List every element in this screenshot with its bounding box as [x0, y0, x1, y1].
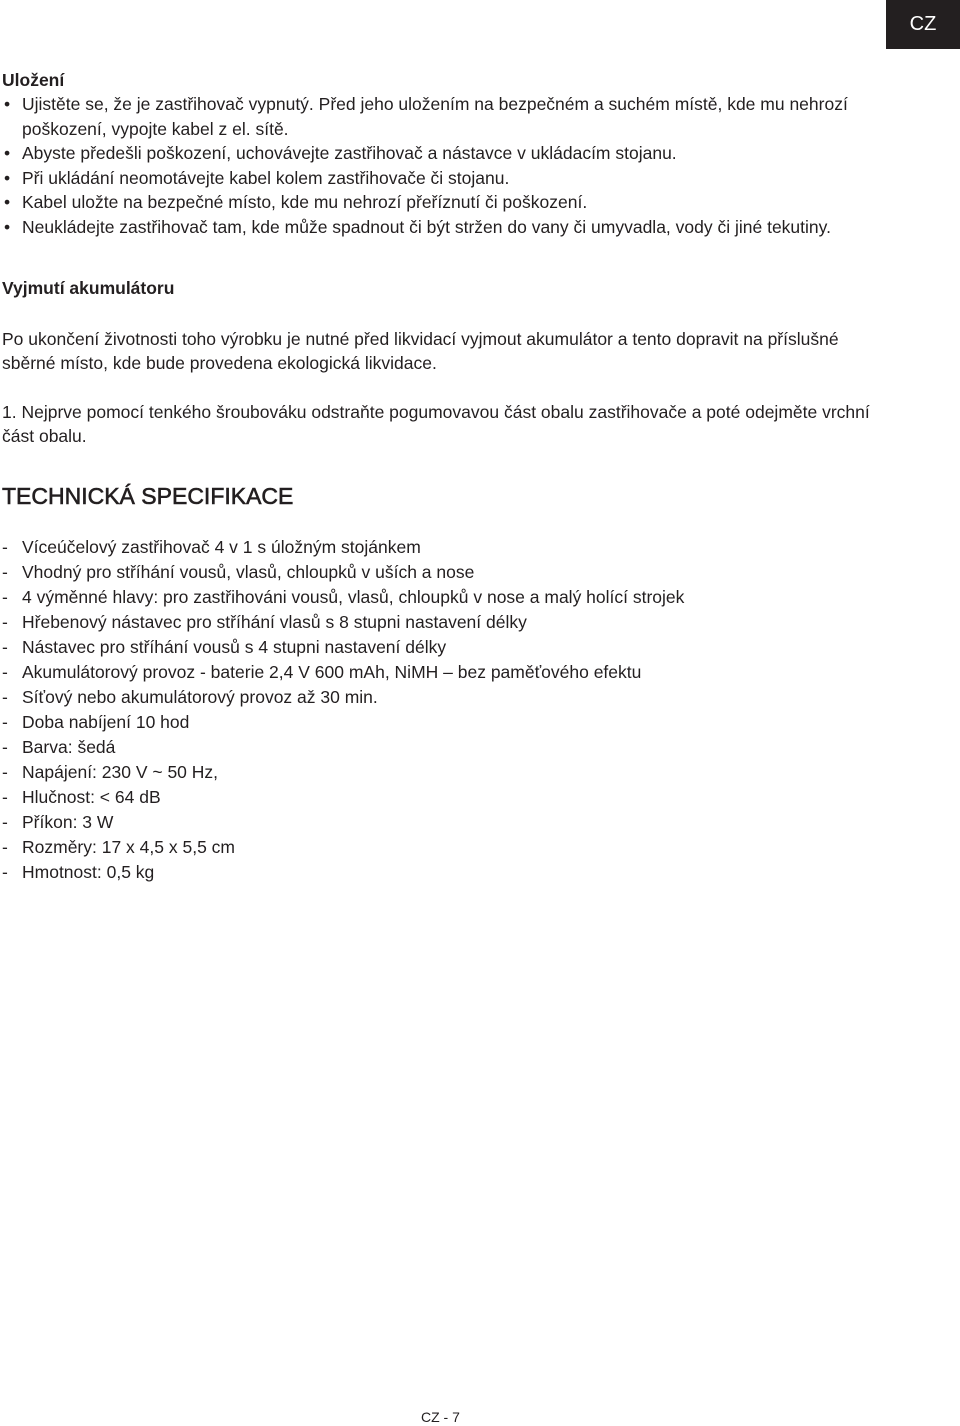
language-badge: [886, 0, 960, 49]
storage-item: • Při ukládání neomotávejte kabel kolem zastřihovače či stojanu.: [2, 166, 892, 191]
storage-item: • Neukládejte zastřihovač tam, kde může spadnout či být stržen do vany či umyvadla, vody či jiné tekutiny.: [2, 215, 892, 240]
storage-item: • Ujistěte se, že je zastřihovač vypnutý. Před jeho uložením na bezpečném a suchém místě, kde mu nehrozí poškození, vypojte kabel z el. sítě.: [2, 92, 892, 141]
battery-step-1: 1. Nejprve pomocí tenkého šroubováku odstraňte pogumovavou část obalu zastřihovače a poté odejměte vrchní část obalu.: [2, 402, 870, 446]
spec-item: - Doba nabíjení 10 hod: [2, 710, 892, 735]
storage-list: [2, 92, 892, 239]
spec-item: - Hlučnost: < 64 dB: [2, 785, 892, 810]
spec-item: - Hmotnost: 0,5 kg: [2, 860, 892, 885]
spec-item: - Akumulátorový provoz - baterie 2,4 V 600 mAh, NiMH – bez paměťového efektu: [2, 660, 892, 685]
spec-item: - Rozměry: 17 x 4,5 x 5,5 cm: [2, 835, 892, 860]
spec-item: - Víceúčelový zastřihovač 4 v 1 s úložným stojánkem: [2, 535, 892, 560]
page-number: CZ - 7: [421, 1409, 460, 1425]
storage-item: • Abyste předešli poškození, uchovávejte zastřihovač a nástavce v ukládacím stojanu.: [2, 141, 892, 166]
language-label: CZ: [909, 13, 937, 35]
storage-item: • Kabel uložte na bezpečné místo, kde mu nehrozí přeříznutí či poškození.: [2, 190, 892, 215]
page-content: [2, 68, 892, 885]
battery-heading: Vyjmutí akumulátoru: [2, 278, 175, 298]
spec-item: - Barva: šedá: [2, 735, 892, 760]
spec-item: - Vhodný pro stříhání vousů, vlasů, chloupků v uších a nose: [2, 560, 892, 585]
spec-list: [2, 535, 892, 885]
spec-heading: TECHNICKÁ SPECIFIKACE: [2, 483, 294, 509]
storage-heading: Uložení: [2, 70, 65, 90]
spec-item: - 4 výměnné hlavy: pro zastřihováni vousů, vlasů, chloupků v nose a malý holící strojek: [2, 585, 892, 610]
battery-intro: Po ukončení životnosti toho výrobku je nutné před likvidací vyjmout akumulátor a tento dopravit na příslušné sběrné místo, kde bude provedena ekologická likvidace.: [2, 329, 839, 373]
spec-item: - Napájení: 230 V ~ 50 Hz,: [2, 760, 892, 785]
spec-item: - Nástavec pro stříhání vousů s 4 stupni nastavení délky: [2, 635, 892, 660]
spec-item: - Hřebenový nástavec pro stříhání vlasů s 8 stupni nastavení délky: [2, 610, 892, 635]
spec-item: - Příkon: 3 W: [2, 810, 892, 835]
spec-item: - Síťový nebo akumulátorový provoz až 30 min.: [2, 685, 892, 710]
